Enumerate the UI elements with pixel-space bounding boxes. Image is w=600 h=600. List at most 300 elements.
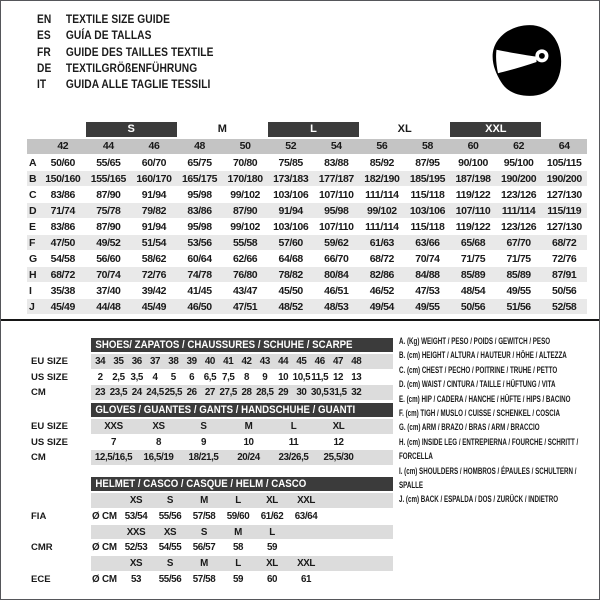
size-value-cell: 173/183	[273, 173, 309, 185]
row-letter: J	[29, 301, 35, 313]
column-header: 50	[239, 140, 251, 152]
language-header	[37, 11, 357, 92]
value-cell: 26	[186, 387, 197, 399]
corner-spacer	[27, 139, 40, 154]
column-header: 48	[194, 140, 205, 152]
value-cell: S	[166, 495, 174, 506]
row-label: US SIZE	[31, 436, 68, 448]
diameter-unit-label: Ø CM	[92, 510, 117, 522]
size-value-cell: 48/52	[278, 301, 303, 313]
legend-entry: E. (cm) HIP / CADERA / HANCHE / HÜFTE / HIPS / BACINO	[399, 393, 571, 405]
size-value-cell: 49/54	[369, 301, 394, 313]
value-cell: 8	[243, 371, 250, 383]
size-value-cell: 99/102	[230, 221, 260, 233]
gloves-rows	[25, 419, 393, 466]
measure-row-g	[27, 251, 587, 267]
size-value-cell: 76/80	[232, 269, 258, 281]
filler-cell	[361, 450, 393, 466]
size-value-cell: 107/110	[455, 205, 491, 217]
size-value-cell: 155/165	[90, 173, 126, 185]
size-value-cell: 50/56	[460, 301, 486, 313]
row-label: CMR	[31, 542, 53, 554]
value-cell: 57/58	[192, 573, 216, 585]
filler-cell	[323, 556, 393, 572]
size-value-cell: 41/45	[187, 285, 212, 297]
size-value-cell: 85/89	[460, 269, 486, 281]
shoes-rows	[25, 354, 393, 401]
table-row	[25, 385, 393, 401]
value-cell: 3,5	[130, 371, 143, 383]
value-cell: 27,5	[219, 387, 237, 399]
size-value-cell: 45/49	[141, 301, 167, 313]
value-cell: 30,5	[310, 387, 329, 399]
size-value-cell: 63/66	[415, 237, 440, 249]
size-value-cell: 65/75	[187, 157, 212, 169]
value-cell: 23/26,5	[278, 452, 309, 464]
row-label: US SIZE	[31, 371, 68, 383]
helmet-size-table	[25, 477, 393, 588]
value-cell: 13	[351, 371, 362, 383]
value-cell: L	[269, 526, 275, 538]
measure-row-c	[27, 187, 587, 203]
filler-cell	[323, 493, 393, 509]
size-value-cell: 115/119	[547, 205, 582, 217]
size-value-cell: 83/88	[324, 157, 349, 169]
column-header: 54	[330, 140, 342, 152]
size-value-cell: 53/56	[187, 237, 212, 249]
value-cell: 47	[332, 356, 344, 367]
value-cell: 23,5	[109, 387, 128, 399]
value-cell: XXL	[297, 495, 315, 506]
value-cell: 6,5	[203, 371, 217, 383]
value-cell: XXL	[297, 558, 315, 570]
size-value-cell: 85/89	[506, 269, 531, 281]
size-value-cell: 59/62	[324, 237, 349, 249]
language-code: ES	[37, 28, 51, 43]
value-cell: 11,5	[311, 371, 329, 383]
size-value-cell: 83/86	[50, 189, 75, 201]
shoes-title-bar	[91, 338, 393, 352]
language-title: GUIDE DES TAILLES TEXTILE	[65, 44, 214, 59]
value-cell: 45	[296, 356, 307, 367]
row-letter: F	[29, 237, 36, 249]
column-header: 60	[467, 140, 479, 152]
size-value-cell: 67/70	[506, 237, 531, 249]
language-title: TEXTILGRÖßENFÜHRUNG	[65, 60, 198, 75]
value-cell: 10	[243, 436, 254, 448]
size-value-cell: 71/75	[506, 253, 531, 265]
diameter-unit-label: Ø CM	[92, 573, 117, 585]
row-letter: D	[29, 205, 37, 217]
size-group-s: S	[86, 122, 177, 137]
size-value-cell: 190/200	[546, 173, 582, 185]
size-value-cell: 84/88	[415, 269, 440, 281]
value-cell: M	[244, 421, 253, 432]
value-cell: 7,5	[222, 371, 235, 383]
value-cell: 24	[131, 387, 142, 399]
helmet-rows	[25, 493, 393, 588]
measure-row-e	[27, 219, 587, 235]
diameter-unit-label: Ø CM	[92, 542, 117, 554]
size-value-cell: 107/110	[318, 221, 354, 233]
measure-row-h	[27, 267, 587, 283]
size-value-cell: 91/94	[278, 205, 303, 217]
size-value-cell: 185/195	[409, 173, 446, 185]
size-value-cell: 187/198	[455, 173, 491, 185]
size-value-cell: 79/82	[141, 205, 167, 217]
size-value-cell: 52/58	[552, 301, 577, 313]
value-cell: 59/60	[226, 510, 250, 522]
value-cell: 11	[288, 436, 299, 448]
size-value-cell: 127/130	[546, 189, 582, 201]
table-row	[25, 572, 393, 588]
value-cell: 54/55	[158, 542, 182, 554]
row-label: CM	[31, 387, 46, 399]
size-value-cell: 103/106	[273, 189, 309, 201]
filler-cell	[361, 435, 393, 451]
section-divider	[1, 319, 600, 321]
row-letter: H	[29, 269, 37, 281]
legend-entry: H. (cm) INSIDE LEG / ENTREPIERNA / FOURCHE / SCHRITT / FORCELLA	[399, 436, 579, 463]
row-label: EU SIZE	[31, 356, 68, 367]
diameter-unit-label	[91, 556, 119, 572]
value-cell: XXS	[104, 421, 123, 432]
value-cell: 9	[200, 436, 207, 448]
size-value-cell: 68/72	[369, 253, 394, 265]
size-value-cell: 58/62	[141, 253, 167, 265]
size-value-cell: 70/80	[232, 157, 258, 169]
value-cell: 39	[186, 356, 197, 367]
size-value-cell: 45/50	[278, 285, 303, 297]
language-code: DE	[37, 60, 52, 75]
size-value-cell: 46/51	[324, 285, 349, 297]
table-row	[25, 435, 393, 451]
size-value-cell: 74/78	[187, 269, 212, 281]
value-cell: XS	[152, 421, 165, 432]
size-value-cell: 103/106	[409, 205, 446, 217]
size-value-cell: 119/122	[455, 221, 491, 233]
value-cell: 61	[300, 573, 312, 585]
helmet-title-bar	[91, 477, 393, 491]
size-value-cell: 56/60	[96, 253, 121, 265]
value-cell	[289, 525, 323, 541]
language-title: TEXTILE SIZE GUIDE	[65, 12, 171, 26]
size-value-cell: 49/55	[415, 301, 440, 313]
size-value-cell: 50/56	[552, 285, 577, 297]
value-cell: 60	[266, 573, 278, 585]
value-cell: 43	[259, 356, 270, 367]
size-value-cell: 37/40	[96, 285, 121, 297]
table-row	[25, 354, 393, 370]
size-value-cell: 43/47	[232, 285, 258, 297]
size-value-cell: 50/60	[50, 157, 75, 169]
table-row	[25, 556, 393, 572]
size-value-cell: 49/55	[506, 285, 531, 297]
measure-row-a	[27, 155, 587, 171]
size-value-cell: 61/63	[369, 237, 394, 249]
value-cell: 4	[152, 371, 158, 383]
measure-row-i	[27, 283, 587, 299]
value-cell: XL	[332, 421, 345, 432]
size-value-cell: 48/54	[460, 285, 486, 297]
size-value-cell: 150/160	[45, 173, 81, 185]
row-letter: E	[29, 221, 37, 233]
value-cell: 52/53	[124, 542, 148, 554]
size-value-cell: 54/58	[50, 253, 75, 265]
column-header: 46	[148, 140, 160, 152]
table-row	[25, 525, 393, 541]
value-cell: 24,5	[146, 387, 164, 399]
size-value-cell: 95/100	[503, 157, 534, 169]
value-cell: M	[200, 495, 208, 506]
value-cell: M	[234, 526, 242, 538]
size-value-cell: 82/86	[369, 269, 394, 281]
size-value-cell: 35/38	[50, 285, 75, 297]
size-value-cell: 48/53	[324, 301, 349, 313]
helmet-title: HELMET / CASCO / CASQUE / HELM / CASCO	[95, 478, 307, 490]
measure-row-d	[27, 203, 587, 219]
size-value-cell: 91/94	[141, 221, 167, 233]
legend-entry: C. (cm) CHEST / PECHO / POITRINE / TRUHE / PETTO	[399, 364, 558, 376]
value-cell: 34	[95, 356, 106, 367]
value-cell: S	[200, 526, 208, 538]
gloves-title: GLOVES / GUANTES / GANTS / HANDSCHUHE / GUANTI	[95, 404, 356, 416]
size-value-cell: 87/90	[96, 189, 121, 201]
size-value-cell: 87/91	[552, 269, 577, 281]
size-value-cell: 70/74	[96, 269, 121, 281]
size-value-cell: 85/92	[369, 157, 394, 169]
filler-cell	[323, 572, 393, 588]
value-cell: XS	[163, 526, 177, 538]
value-cell: 57/58	[192, 510, 216, 522]
value-cell: 6	[189, 371, 195, 383]
size-value-cell: 160/170	[136, 173, 172, 185]
value-cell: 63/64	[294, 510, 318, 522]
column-header: 52	[285, 140, 297, 152]
size-value-cell: 83/86	[187, 205, 212, 217]
filler-cell	[323, 509, 393, 525]
column-header: 62	[513, 140, 525, 152]
language-row	[37, 27, 309, 43]
value-cell: 35	[113, 356, 124, 367]
table-row	[25, 450, 393, 466]
size-value-cell: 165/175	[181, 173, 218, 185]
size-value-cell: 123/126	[501, 189, 537, 201]
shoes-title: SHOES/ ZAPATOS / CHAUSSURES / SCHUHE / SCARPE	[95, 339, 353, 351]
row-label: ECE	[31, 573, 51, 585]
size-value-cell: 87/95	[415, 157, 440, 169]
size-value-cell: 51/56	[506, 301, 531, 313]
value-cell: 29	[278, 387, 289, 399]
value-cell: 2,5	[112, 371, 125, 383]
value-cell: S	[166, 558, 174, 570]
value-cell: XS	[129, 495, 143, 506]
row-letter: B	[29, 173, 37, 185]
column-header: 42	[57, 140, 69, 152]
row-label: EU SIZE	[31, 421, 68, 432]
apparel-size-table	[27, 122, 587, 315]
size-value-cell: 119/122	[455, 189, 491, 201]
size-value-cell: 45/49	[50, 301, 75, 313]
size-value-cell: 111/114	[365, 221, 399, 233]
value-cell: 27	[204, 387, 215, 399]
size-value-cell: 55/65	[96, 157, 121, 169]
value-cell: 40	[204, 356, 215, 367]
size-value-cell: 64/68	[278, 253, 303, 265]
size-value-cell: 105/115	[546, 157, 582, 169]
size-value-cell: 95/98	[324, 205, 349, 217]
row-label	[25, 493, 91, 509]
size-value-cell: 75/78	[96, 205, 121, 217]
table-row	[25, 370, 393, 386]
size-value-cell: 66/70	[324, 253, 349, 265]
size-value-cell: 78/82	[278, 269, 303, 281]
size-value-cell: 44/48	[96, 301, 121, 313]
value-cell: 30	[296, 387, 307, 399]
size-value-cell: 182/190	[364, 173, 400, 185]
gloves-size-table	[25, 403, 393, 466]
size-value-cell: 111/114	[365, 189, 399, 201]
value-cell: 20/24	[237, 452, 260, 464]
value-cell: 44	[278, 356, 289, 367]
value-cell: 56/57	[192, 542, 216, 554]
size-value-cell: 107/110	[318, 189, 354, 201]
size-value-cell: 47/51	[232, 301, 258, 313]
helmet-icon	[488, 16, 565, 105]
size-value-cell: 46/52	[369, 285, 394, 297]
size-value-cell: 99/102	[230, 189, 260, 201]
value-cell: M	[200, 558, 208, 570]
value-cell: 46	[314, 356, 325, 367]
size-value-cell: 39/42	[141, 285, 167, 297]
size-value-cell: 87/90	[232, 205, 258, 217]
legend-entry: G. (cm) ARM / BRAZO / BRAS / ARM / BRACCIO	[399, 422, 540, 434]
size-value-cell: 190/200	[501, 173, 537, 185]
value-cell: 5	[170, 371, 176, 383]
size-value-cell: 62/66	[232, 253, 258, 265]
value-cell: L	[235, 495, 241, 506]
size-value-cell: 90/100	[458, 157, 488, 169]
value-cell: 28	[241, 387, 252, 399]
value-cell: 8	[155, 436, 162, 448]
size-value-cell: 57/60	[278, 237, 303, 249]
language-title: GUIDA ALLE TAGLIE TESSILI	[65, 77, 211, 92]
size-value-cell: 83/86	[50, 221, 75, 233]
value-cell: 23	[95, 387, 106, 399]
value-cell: S	[200, 421, 207, 432]
row-label	[25, 525, 91, 541]
size-value-cell: 123/126	[501, 221, 537, 233]
legend-list	[399, 335, 596, 508]
legend-entry: A. (Kg) WEIGHT / PESO / POIDS / GEWITCH / PESO	[399, 336, 551, 347]
table-row	[25, 540, 393, 556]
value-cell: 53	[130, 573, 142, 585]
size-value-cell: 72/76	[552, 253, 577, 265]
size-value-cell: 46/50	[187, 301, 212, 313]
size-value-cell: 115/118	[410, 221, 445, 233]
language-list	[37, 11, 309, 92]
column-header: 56	[376, 140, 388, 152]
value-cell: 10	[278, 371, 289, 383]
language-row	[37, 60, 309, 76]
row-letter: C	[29, 189, 37, 201]
size-value-cell: 111/114	[501, 205, 536, 217]
row-letter: G	[29, 253, 38, 265]
size-value-cell: 75/85	[278, 157, 303, 169]
row-letter: A	[29, 157, 37, 169]
language-code: FR	[37, 44, 51, 59]
size-group-xl: XL	[397, 123, 412, 135]
filler-cell	[323, 525, 393, 541]
size-value-cell: 72/76	[141, 269, 167, 281]
size-value-cell: 65/68	[460, 237, 486, 249]
value-cell: 61/62	[260, 510, 284, 522]
size-group-l: L	[268, 122, 359, 137]
size-value-cell: 91/94	[141, 189, 167, 201]
size-value-cell: 103/106	[273, 221, 309, 233]
column-header: 64	[558, 140, 570, 152]
size-value-cell: 99/102	[367, 205, 397, 217]
size-value-cell: 87/90	[96, 221, 121, 233]
value-cell: 25,5/30	[323, 452, 354, 464]
legend-entry: B. (cm) HEIGHT / ALTURA / HAUTEUR / HÖHE / ALTEZZA	[399, 350, 567, 362]
size-value-cell: 170/180	[227, 173, 263, 185]
size-group-row	[27, 122, 587, 139]
value-cell: 48	[351, 356, 362, 367]
size-value-cell: 127/130	[546, 221, 582, 233]
legend-entry: D. (cm) WAIST / CINTURA / TAILLE / HÜFTUNG / VITA	[399, 379, 556, 391]
value-cell: 53/54	[124, 510, 148, 522]
legend-entry: J. (cm) BACK / ESPALDA / DOS / ZURÜCK / INDIETRO	[399, 494, 559, 506]
size-value-cell: 60/64	[187, 253, 212, 265]
size-value-cell: 68/72	[50, 269, 75, 281]
value-cell: XXS	[126, 526, 146, 538]
size-value-cell: 177/187	[318, 173, 354, 185]
value-cell: 31,5	[329, 387, 347, 399]
value-cell: XL	[266, 495, 278, 506]
row-label	[25, 556, 91, 572]
diameter-unit-label	[91, 525, 119, 541]
filler-cell	[323, 540, 393, 556]
measurement-rows	[27, 155, 587, 315]
size-value-cell: 47/50	[50, 237, 75, 249]
language-title: GUÍA DE TALLAS	[65, 28, 152, 43]
value-cell: 28,5	[256, 387, 274, 399]
value-cell: 37	[149, 356, 161, 367]
size-value-cell: 51/54	[141, 237, 167, 249]
value-cell: 42	[241, 356, 252, 367]
legend-entry: F. (cm) TIGH / MUSLO / CUISSE / SCHENKEL / COSCIA	[399, 408, 560, 420]
size-value-cell: 95/98	[187, 189, 212, 201]
language-row	[37, 44, 309, 60]
column-header: 44	[102, 140, 114, 152]
value-cell: 55/56	[158, 510, 182, 522]
language-code: IT	[37, 77, 47, 92]
measure-row-f	[27, 235, 587, 251]
size-group-xxl: XXL	[450, 122, 541, 137]
value-cell: 32	[351, 387, 362, 399]
value-cell: XL	[266, 558, 278, 570]
table-row	[25, 509, 393, 525]
value-cell: 55/56	[158, 573, 182, 585]
size-value-cell: 71/74	[50, 205, 75, 217]
row-label: CM	[31, 452, 46, 464]
value-cell: 58	[232, 542, 244, 554]
table-row	[25, 419, 393, 435]
size-value-cell: 95/98	[187, 221, 212, 233]
value-cell: L	[290, 421, 297, 432]
size-value-cell: 55/58	[232, 237, 258, 249]
